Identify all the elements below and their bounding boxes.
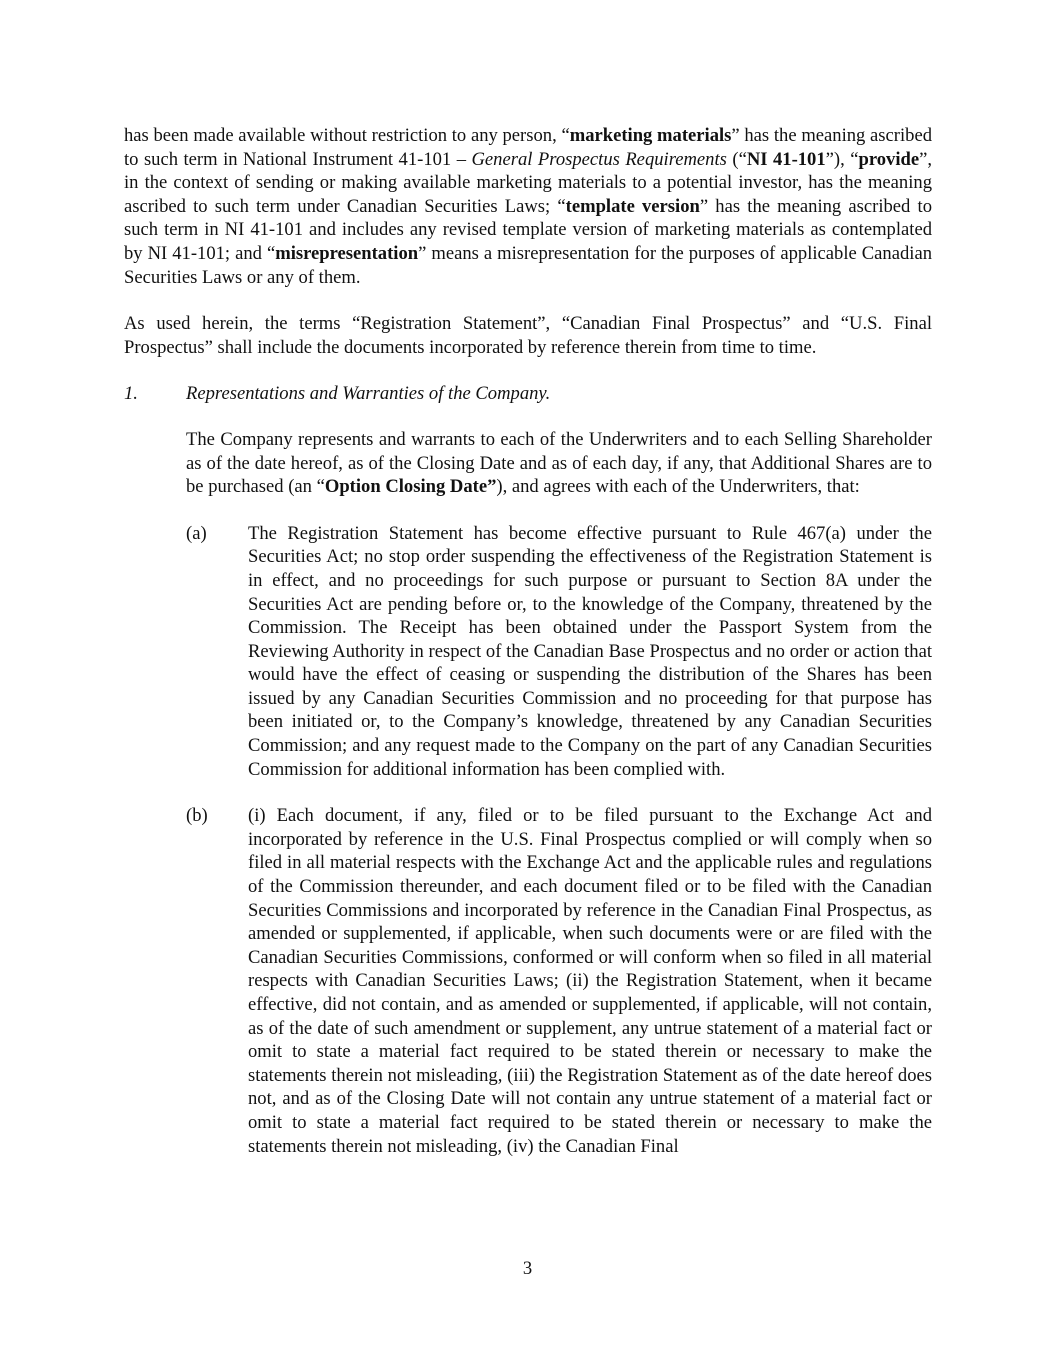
definitions-paragraph bbox=[124, 124, 932, 289]
section-intro-paragraph bbox=[186, 428, 932, 499]
defined-term: NI 41-101 bbox=[746, 148, 826, 170]
section-number: 1. bbox=[124, 383, 138, 405]
section-heading bbox=[124, 382, 932, 406]
list-item-label: (b) bbox=[186, 805, 208, 827]
defined-term: Option Closing Date” bbox=[324, 476, 497, 498]
list-item-text bbox=[248, 804, 932, 1158]
list-item-label: (a) bbox=[186, 522, 207, 544]
text-run: The Registration Statement has become effective pursuant to Rule 467(a) under the Securities Act; no stop order suspending the effectiveness of the Registration Statement is in effect, and no proceedings for such purpose or pursuant to Section 8A under the Securities Act are pending before or, to the knowledge of the Company, threatened by the Commission. The Receipt has been obtained under the Passport System from the Reviewing Authority in respect of the Canadian Base Prospectus and no order or action that would have the effect of ceasing or suspending the distribution of the Shares has been issued by any Canadian Securities Commission and no proceeding for that purpose has been initiated or, to the Company’s knowledge, threatened by any Canadian Securities Commission; and any request made to the Company on the part of any Canadian Securities Commission for additional information has been complied with. bbox=[248, 522, 932, 780]
text-run: ”), “ bbox=[825, 148, 859, 170]
list-item-a bbox=[186, 522, 932, 782]
text-run: has been made available without restriction to any person, “ bbox=[124, 125, 570, 146]
text-run: ), and agrees with each of the Underwriters, that: bbox=[496, 476, 860, 498]
italic-title: General Prospectus Requirements bbox=[471, 148, 727, 170]
page-number: 3 bbox=[522, 1258, 533, 1279]
list-item-b bbox=[186, 804, 932, 1158]
text-run: The Company represents and warrants to each of the Underwriters and to each Selling Shareholder as of the date hereof, as of the Closing Date and as of each day, if any, that Additional Shares are to be purchased (an “ bbox=[186, 428, 932, 498]
text-run: (“ bbox=[726, 148, 747, 170]
text-run: ” has the meaning ascribed to such term in National Instrument 41-101 – bbox=[124, 125, 933, 170]
defined-term: template version bbox=[565, 195, 700, 217]
text-run: ”, in the context of sending or making available marketing materials to a potential investor, has the meaning ascribed to such term under Canadian Securities Laws; “ bbox=[124, 148, 933, 217]
defined-term: marketing materials bbox=[569, 125, 732, 146]
text-run: (i) Each document, if any, filed or to be filed pursuant to the Exchange Act and incorporated by reference in the U.S. Final Prospectus complied or will comply when so filed in all material respects with the Exchange Act and the applicable rules and regulations of the Commission thereunder, and each document filed or to be filed with the Canadian Securities Commissions and incorporated by reference in the Canadian Final Prospectus, as amended or supplemented, if applicable, when such documents were or are filed with the Canadian Securities Commissions, conformed or will conform when so filed in all material respects with Canadian Securities Laws; (ii) the Registration Statement, when it became effective, did not contain, and as amended or supplemented, if applicable, will not contain, as of the date of such amendment or supplement, any untrue statement of a material fact or omit to state a material fact required to be stated therein or necessary to make the statements therein not misleading, (iii) the Registration Statement as of the date hereof does not, and as of the Closing Date will not contain any untrue statement of a material fact or omit to state a material fact required to be stated therein or necessary to make the statements therein not misleading, (iv) the Canadian Final bbox=[248, 805, 932, 1157]
defined-term: provide bbox=[858, 148, 920, 170]
defined-term: misrepresentation bbox=[275, 242, 419, 264]
text-run: As used herein, the terms “Registration Statement”, “Canadian Final Prospectus” and “U.S. Final Prospectus” shall include the documents incorporated by reference therein from time to time. bbox=[124, 313, 932, 358]
section-title: Representations and Warranties of the Company. bbox=[186, 383, 551, 405]
text-run: ” has the meaning ascribed to such term in NI 41-101 and includes any revised template version of marketing materials as contemplated by NI 41-101; and “ bbox=[124, 195, 932, 264]
text-run: ” means a misrepresentation for the purposes of applicable Canadian Securities Laws or any of them. bbox=[124, 242, 932, 288]
list-item-text bbox=[248, 522, 932, 782]
terms-paragraph bbox=[124, 312, 932, 359]
document-page bbox=[124, 124, 932, 1181]
